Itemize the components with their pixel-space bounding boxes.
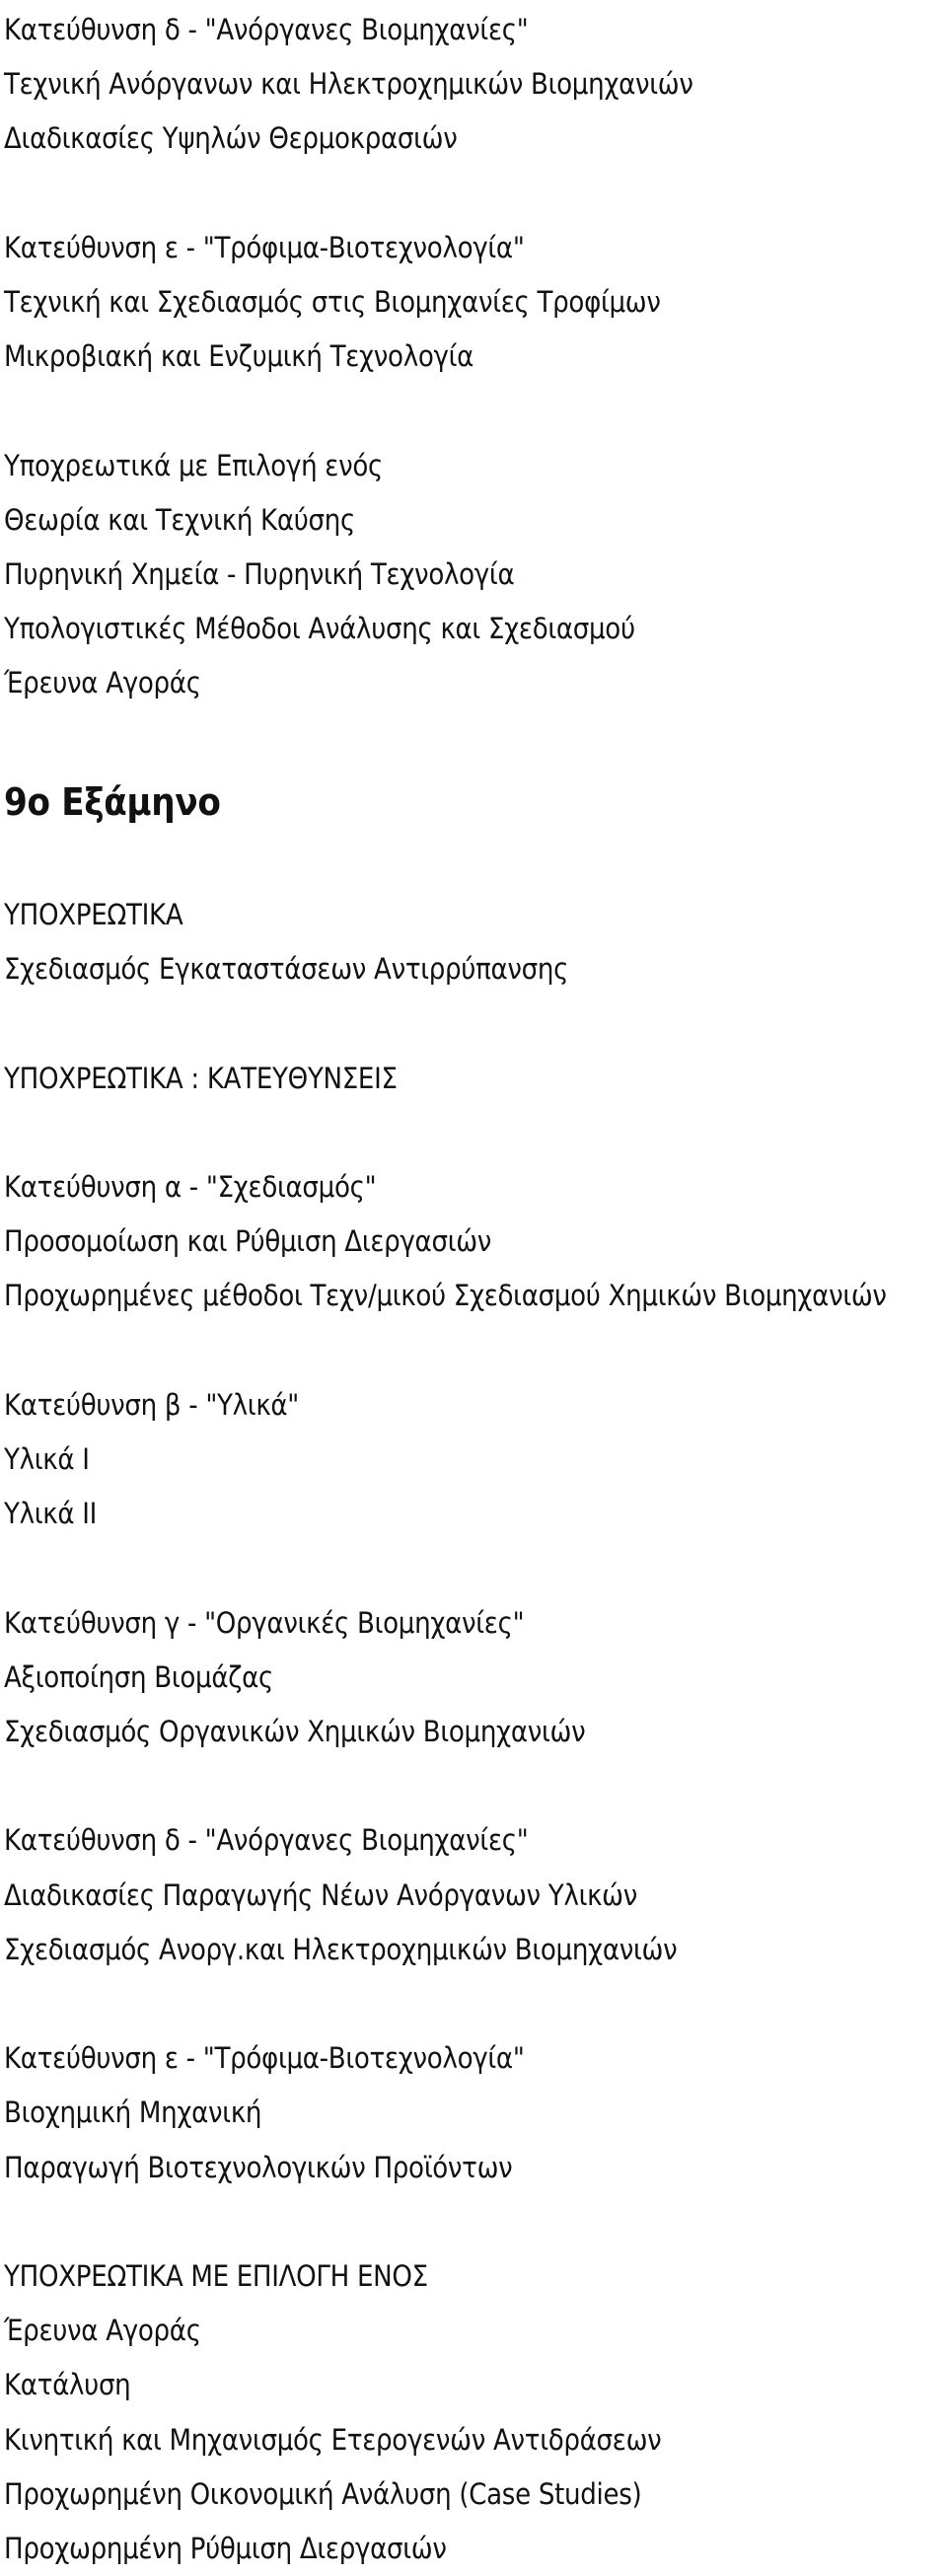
elective-heading: Υποχρεωτικά με Επιλογή ενός (4, 448, 384, 482)
course-line: Υπολογιστικές Μέθοδοι Ανάλυσης και Σχεδιασμού (4, 612, 635, 646)
direction-a-heading: Κατεύθυνση α - "Σχεδιασμός" (4, 1169, 377, 1204)
course-line: Σχεδιασμός Ανοργ.και Ηλεκτροχημικών Βιομηχανιών (4, 1932, 678, 1966)
course-line: Υλικά Ι (4, 1441, 90, 1476)
mandatory-directions-heading: ΥΠΟΧΡΕΩΤΙΚΑ : ΚΑΤΕΥΘΥΝΣΕΙΣ (4, 1061, 398, 1095)
direction-b-heading: Κατεύθυνση β - "Υλικά" (4, 1387, 299, 1422)
course-line: Πυρηνική Χημεία - Πυρηνική Τεχνολογία (4, 556, 515, 591)
course-line: Μικροβιακή και Ενζυμική Τεχνολογία (4, 339, 474, 374)
direction-c-heading: Κατεύθυνση γ - "Οργανικές Βιομηχανίες" (4, 1605, 525, 1640)
course-line: Σχεδιασμός Εγκαταστάσεων Αντιρρύπανσης (4, 952, 569, 987)
course-line: Έρευνα Αγοράς (4, 666, 201, 700)
course-line: Βιοχημική Μηχανική (4, 2096, 262, 2130)
course-line: Προχωρημένη Οικονομική Ανάλυση (Case Studies) (4, 2476, 642, 2511)
course-line: Τεχνική και Σχεδιασμός στις Βιομηχανίες Τροφίμων (4, 284, 661, 319)
elective-heading: ΥΠΟΧΡΕΩΤΙΚΑ ΜΕ ΕΠΙΛΟΓΗ ΕΝΟΣ (4, 2258, 428, 2293)
course-line: Σχεδιασμός Οργανικών Χημικών Βιομηχανιών (4, 1714, 586, 1748)
direction-e-heading: Κατεύθυνση ε - "Τρόφιμα-Βιοτεχνολογία" (4, 230, 525, 264)
direction-e-heading: Κατεύθυνση ε - "Τρόφιμα-Βιοτεχνολογία" (4, 2041, 525, 2076)
course-line: Κατάλυση (4, 2368, 131, 2402)
course-line: Προσομοίωση και Ρύθμιση Διεργασιών (4, 1224, 492, 1259)
course-line: Διαδικασίες Παραγωγής Νέων Ανόργανων Υλικών (4, 1877, 637, 1912)
semester-9-title: 9ο Εξάμηνο (4, 779, 221, 824)
course-line: Θεωρία και Τεχνική Καύσης (4, 502, 356, 537)
course-line: Αξιοποίηση Βιομάζας (4, 1659, 274, 1694)
direction-d-heading: Κατεύθυνση δ - "Ανόργανες Βιομηχανίες" (4, 12, 529, 46)
mandatory-heading: ΥΠΟΧΡΕΩΤΙΚΑ (4, 897, 183, 931)
course-line: Προχωρημένες μέθοδοι Τεχν/μικού Σχεδιασμού Χημικών Βιομηχανιών (4, 1279, 887, 1313)
course-line: Τεχνική Ανόργανων και Ηλεκτροχημικών Βιομηχανιών (4, 67, 693, 102)
direction-d-heading: Κατεύθυνση δ - "Ανόργανες Βιομηχανίες" (4, 1823, 529, 1858)
course-line: Παραγωγή Βιοτεχνολογικών Προϊόντων (4, 2150, 513, 2184)
course-line: Προχωρημένη Ρύθμιση Διεργασιών (4, 2532, 447, 2565)
course-line: Έρευνα Αγοράς (4, 2314, 201, 2348)
course-line: Διαδικασίες Υψηλών Θερμοκρασιών (4, 121, 458, 156)
course-line: Υλικά ΙΙ (4, 1497, 98, 1531)
course-line: Κινητική και Μηχανισμός Ετερογενών Αντιδράσεων (4, 2422, 662, 2457)
